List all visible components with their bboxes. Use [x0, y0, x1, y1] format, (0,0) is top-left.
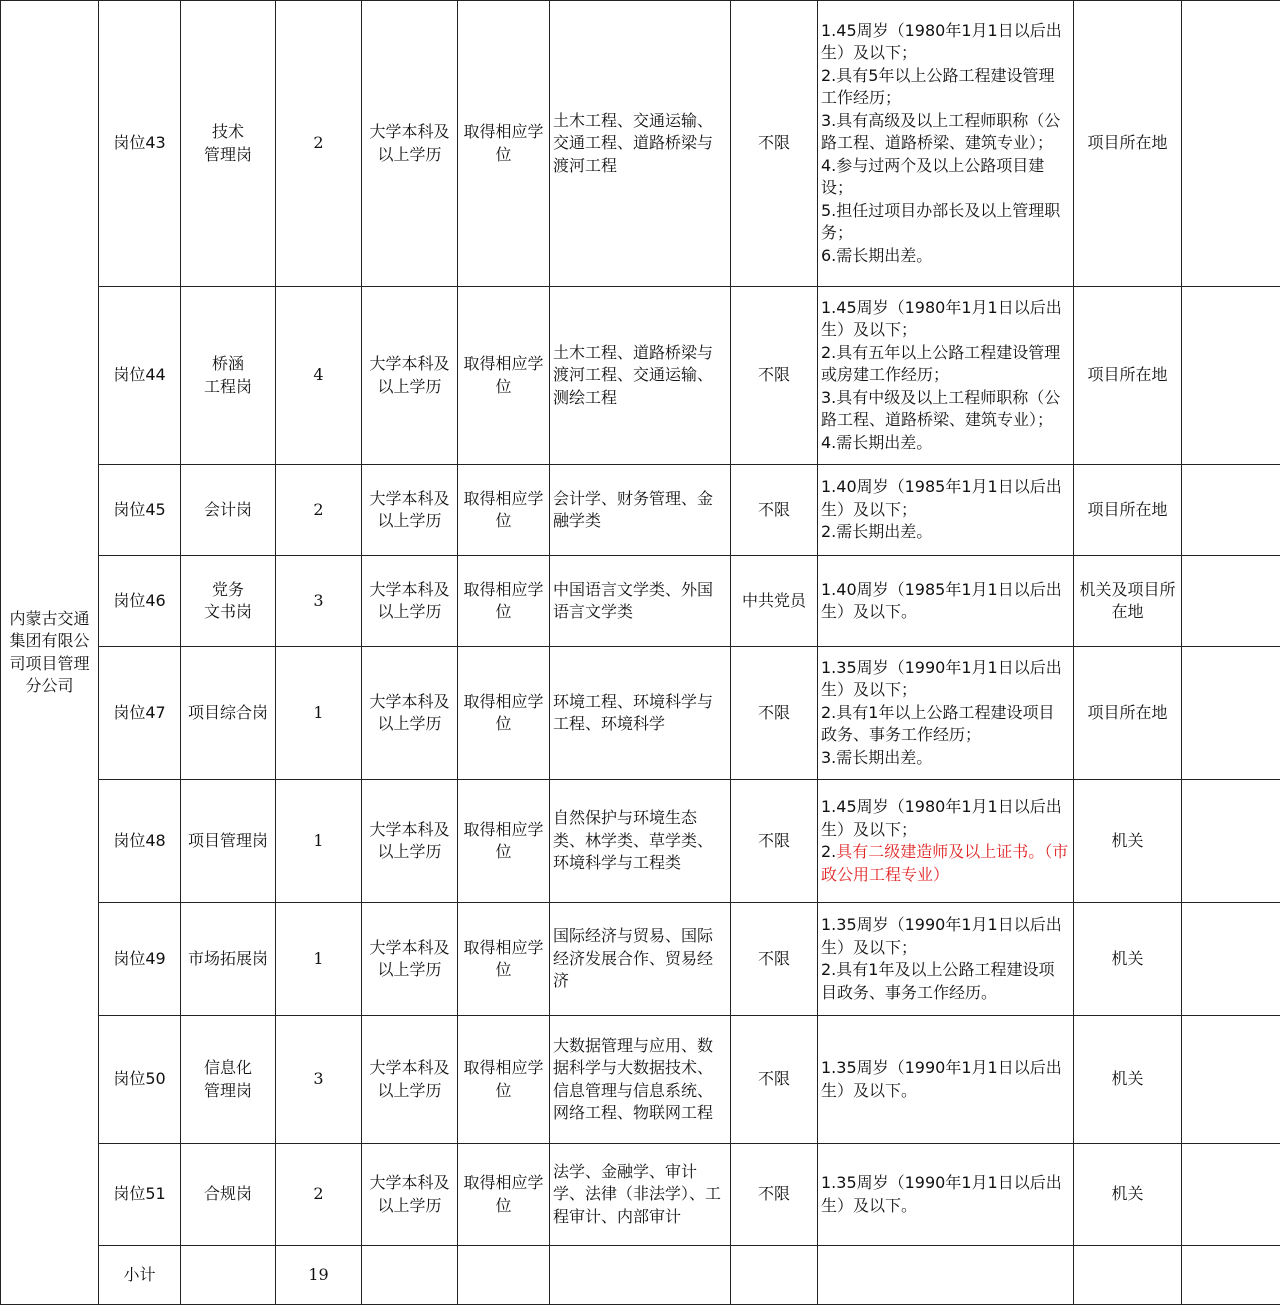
education-cell: 大学本科及以上学历 — [362, 1, 458, 287]
subtotal-count: 19 — [276, 1246, 362, 1305]
major-cell: 自然保护与环境生态类、林学类、草学类、环境科学与工程类 — [550, 780, 731, 903]
requirement-text: 1.40周岁（1985年1月1日以后出生）及以下。 — [821, 580, 1062, 622]
major-cell: 环境工程、环境科学与工程、环境科学 — [550, 647, 731, 780]
requirement-text: 2.具有五年以上公路工程建设管理或房建工作经历； — [821, 343, 1060, 385]
requirement-text: 1.45周岁（1980年1月1日以后出生）及以下； — [821, 797, 1062, 839]
degree-cell: 取得相应学位 — [458, 903, 550, 1016]
headcount-cell: 3 — [276, 1016, 362, 1144]
requirement-text: 1.40周岁（1985年1月1日以后出生）及以下； — [821, 477, 1062, 519]
requirement-line — [821, 796, 1070, 841]
requirement-line — [821, 1057, 1070, 1102]
work-location-cell: 项目所在地 — [1074, 287, 1182, 465]
requirements-cell — [818, 1144, 1074, 1246]
requirement-line — [821, 702, 1070, 747]
requirement-text: 2.需长期出差。 — [821, 522, 932, 541]
post-title-line: 项目综合岗 — [184, 702, 272, 725]
degree-cell: 取得相应学位 — [458, 780, 550, 903]
empty-cell — [458, 1246, 550, 1305]
requirement-line — [821, 747, 1070, 770]
political-status-cell: 不限 — [731, 1144, 818, 1246]
political-status-cell: 不限 — [731, 903, 818, 1016]
requirement-line — [821, 200, 1070, 245]
requirement-text: 具有二级建造师及以上证书。（市政公用工程专业） — [821, 842, 1068, 884]
requirement-line — [821, 657, 1070, 702]
education-cell: 大学本科及以上学历 — [362, 1016, 458, 1144]
headcount-cell: 1 — [276, 780, 362, 903]
post-code-cell: 岗位45 — [99, 465, 181, 556]
requirement-line — [821, 297, 1070, 342]
post-title-cell — [181, 1016, 276, 1144]
requirement-text: 1.35周岁（1990年1月1日以后出生）及以下； — [821, 915, 1062, 957]
requirements-cell — [818, 903, 1074, 1016]
empty-cell — [1182, 1246, 1280, 1305]
post-title-cell — [181, 465, 276, 556]
empty-cell — [818, 1246, 1074, 1305]
empty-cell — [1074, 1246, 1182, 1305]
education-cell: 大学本科及以上学历 — [362, 556, 458, 647]
work-location-cell: 机关 — [1074, 780, 1182, 903]
note-cell — [1182, 903, 1280, 1016]
work-location-cell: 项目所在地 — [1074, 1, 1182, 287]
subtotal-row — [1, 1246, 1280, 1305]
requirement-line — [821, 65, 1070, 110]
major-cell: 土木工程、道路桥梁与渡河工程、交通运输、测绘工程 — [550, 287, 731, 465]
post-title-line: 会计岗 — [184, 499, 272, 522]
post-title-cell — [181, 287, 276, 465]
note-cell — [1182, 780, 1280, 903]
post-title-line: 市场拓展岗 — [184, 948, 272, 971]
degree-cell: 取得相应学位 — [458, 1144, 550, 1246]
note-cell — [1182, 556, 1280, 647]
major-cell: 会计学、财务管理、金融学类 — [550, 465, 731, 556]
requirement-text: 1.35周岁（1990年1月1日以后出生）及以下。 — [821, 1058, 1062, 1100]
note-cell — [1182, 1144, 1280, 1246]
headcount-cell: 2 — [276, 1, 362, 287]
political-status-cell: 中共党员 — [731, 556, 818, 647]
work-location-cell: 机关及项目所在地 — [1074, 556, 1182, 647]
post-title-cell — [181, 1144, 276, 1246]
education-cell: 大学本科及以上学历 — [362, 1144, 458, 1246]
requirement-line — [821, 579, 1070, 624]
requirements-cell — [818, 1016, 1074, 1144]
post-title-cell — [181, 1, 276, 287]
requirements-cell — [818, 287, 1074, 465]
degree-cell: 取得相应学位 — [458, 287, 550, 465]
table-row — [1, 1016, 1280, 1144]
post-code-cell: 岗位49 — [99, 903, 181, 1016]
requirement-line — [821, 476, 1070, 521]
requirement-text: 2.具有1年及以上公路工程建设项目政务、事务工作经历。 — [821, 960, 1054, 1002]
major-cell: 国际经济与贸易、国际经济发展合作、贸易经济 — [550, 903, 731, 1016]
post-code-cell: 岗位46 — [99, 556, 181, 647]
post-title-line: 文书岗 — [184, 601, 272, 624]
degree-cell: 取得相应学位 — [458, 1016, 550, 1144]
empty-cell — [731, 1246, 818, 1305]
education-cell: 大学本科及以上学历 — [362, 287, 458, 465]
requirement-line — [821, 914, 1070, 959]
unit-name-cell: 内蒙古交通集团有限公司项目管理分公司 — [1, 1, 99, 1305]
degree-cell: 取得相应学位 — [458, 465, 550, 556]
headcount-cell: 1 — [276, 903, 362, 1016]
political-status-cell: 不限 — [731, 647, 818, 780]
note-cell — [1182, 1, 1280, 287]
note-cell — [1182, 287, 1280, 465]
political-status-cell: 不限 — [731, 1016, 818, 1144]
headcount-cell: 2 — [276, 1144, 362, 1246]
work-location-cell: 机关 — [1074, 903, 1182, 1016]
post-title-line: 合规岗 — [184, 1183, 272, 1206]
empty-cell — [362, 1246, 458, 1305]
post-code-cell: 岗位47 — [99, 647, 181, 780]
headcount-cell: 2 — [276, 465, 362, 556]
education-cell: 大学本科及以上学历 — [362, 647, 458, 780]
requirement-text: 1.35周岁（1990年1月1日以后出生）及以下； — [821, 658, 1062, 700]
note-cell — [1182, 1016, 1280, 1144]
requirement-text: 5.担任过项目办部长及以上管理职务； — [821, 201, 1060, 243]
post-code-cell: 岗位51 — [99, 1144, 181, 1246]
post-title-line: 管理岗 — [184, 1080, 272, 1103]
subtotal-label: 小计 — [99, 1246, 181, 1305]
post-title-cell — [181, 556, 276, 647]
requirement-text: 1.35周岁（1990年1月1日以后出生）及以下。 — [821, 1173, 1062, 1215]
empty-cell — [181, 1246, 276, 1305]
political-status-cell: 不限 — [731, 780, 818, 903]
requirement-line — [821, 342, 1070, 387]
table-row — [1, 1, 1280, 287]
post-title-line: 桥涵 — [184, 353, 272, 376]
requirement-text: 2.具有5年以上公路工程建设管理工作经历； — [821, 66, 1054, 108]
political-status-cell: 不限 — [731, 287, 818, 465]
post-title-cell — [181, 780, 276, 903]
post-title-line: 党务 — [184, 579, 272, 602]
post-title-line: 技术 — [184, 121, 272, 144]
note-cell — [1182, 647, 1280, 780]
requirements-cell — [818, 465, 1074, 556]
requirement-line — [821, 387, 1070, 432]
table-row — [1, 1144, 1280, 1246]
post-code-cell: 岗位43 — [99, 1, 181, 287]
requirements-cell — [818, 556, 1074, 647]
note-cell — [1182, 465, 1280, 556]
requirement-text: 1.45周岁（1980年1月1日以后出生）及以下； — [821, 21, 1062, 63]
post-title-line: 信息化 — [184, 1057, 272, 1080]
table-row — [1, 465, 1280, 556]
major-cell: 土木工程、交通运输、交通工程、道路桥梁与渡河工程 — [550, 1, 731, 287]
requirements-cell — [818, 1, 1074, 287]
requirement-line — [821, 245, 1070, 268]
political-status-cell: 不限 — [731, 465, 818, 556]
post-code-cell: 岗位44 — [99, 287, 181, 465]
table-row — [1, 556, 1280, 647]
requirements-cell — [818, 647, 1074, 780]
requirement-line — [821, 155, 1070, 200]
political-status-cell: 不限 — [731, 1, 818, 287]
headcount-cell: 3 — [276, 556, 362, 647]
requirement-line — [821, 110, 1070, 155]
education-cell: 大学本科及以上学历 — [362, 465, 458, 556]
headcount-cell: 4 — [276, 287, 362, 465]
requirement-text: 3.需长期出差。 — [821, 748, 932, 767]
empty-cell — [550, 1246, 731, 1305]
table-row — [1, 780, 1280, 903]
work-location-cell: 机关 — [1074, 1016, 1182, 1144]
table-row — [1, 647, 1280, 780]
degree-cell: 取得相应学位 — [458, 647, 550, 780]
degree-cell: 取得相应学位 — [458, 556, 550, 647]
requirement-line — [821, 521, 1070, 544]
post-code-cell: 岗位50 — [99, 1016, 181, 1144]
requirement-text: 3.具有高级及以上工程师职称（公路工程、道路桥梁、建筑专业）； — [821, 111, 1060, 153]
major-cell: 大数据管理与应用、数据科学与大数据技术、信息管理与信息系统、网络工程、物联网工程 — [550, 1016, 731, 1144]
table-row — [1, 903, 1280, 1016]
requirement-line — [821, 959, 1070, 1004]
degree-cell: 取得相应学位 — [458, 1, 550, 287]
major-cell: 法学、金融学、审计学、法律（非法学）、工程审计、内部审计 — [550, 1144, 731, 1246]
requirement-text: 1.45周岁（1980年1月1日以后出生）及以下； — [821, 298, 1062, 340]
post-title-line: 工程岗 — [184, 376, 272, 399]
education-cell: 大学本科及以上学历 — [362, 780, 458, 903]
work-location-cell: 项目所在地 — [1074, 647, 1182, 780]
post-code-cell: 岗位48 — [99, 780, 181, 903]
major-cell: 中国语言文学类、外国语言文学类 — [550, 556, 731, 647]
headcount-cell: 1 — [276, 647, 362, 780]
requirement-text: 6.需长期出差。 — [821, 246, 932, 265]
requirement-line — [821, 20, 1070, 65]
requirement-text: 2.具有1年以上公路工程建设项目政务、事务工作经历； — [821, 703, 1054, 745]
requirement-line — [821, 1172, 1070, 1217]
requirement-line — [821, 432, 1070, 455]
requirement-prefix: 2. — [821, 842, 836, 861]
requirement-text: 4.需长期出差。 — [821, 433, 932, 452]
requirements-cell — [818, 780, 1074, 903]
post-title-line: 管理岗 — [184, 144, 272, 167]
work-location-cell: 项目所在地 — [1074, 465, 1182, 556]
requirement-text: 3.具有中级及以上工程师职称（公路工程、道路桥梁、建筑专业）； — [821, 388, 1060, 430]
post-title-cell — [181, 903, 276, 1016]
education-cell: 大学本科及以上学历 — [362, 903, 458, 1016]
work-location-cell: 机关 — [1074, 1144, 1182, 1246]
requirement-line — [821, 841, 1070, 886]
post-title-cell — [181, 647, 276, 780]
requirement-text: 4.参与过两个及以上公路项目建设； — [821, 156, 1044, 198]
table-row — [1, 287, 1280, 465]
post-title-line: 项目管理岗 — [184, 830, 272, 853]
